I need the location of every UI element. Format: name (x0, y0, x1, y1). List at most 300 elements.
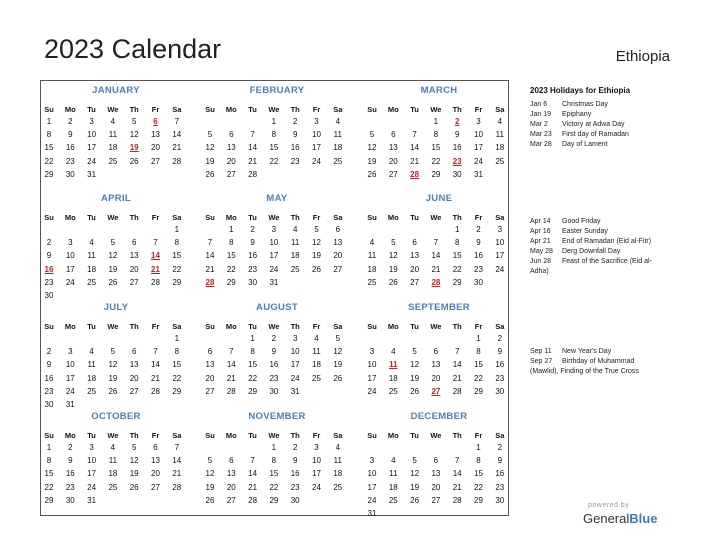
day-cell: 21 (226, 373, 236, 383)
day-cell: 15 (474, 360, 483, 370)
day-cell: 5 (412, 456, 417, 466)
month-name: AUGUST (256, 302, 298, 313)
day-cell: 2 (497, 443, 503, 452)
day-cell: 10 (87, 456, 97, 466)
weekday-header: Fr (474, 213, 483, 222)
day-cell: 20 (388, 156, 398, 166)
day-cell: 3 (476, 117, 481, 126)
day-cell: 31 (65, 400, 75, 409)
day-cell: 30 (495, 495, 505, 505)
day-cell: 7 (153, 347, 158, 357)
day-cell: 13 (226, 469, 236, 479)
day-cell: 9 (250, 238, 255, 248)
day-cell: 24 (65, 277, 75, 287)
weekday-header: We (107, 105, 119, 114)
day-cell: 23 (290, 156, 300, 166)
day-cell: 13 (151, 130, 160, 140)
day-cell: 12 (108, 251, 118, 261)
day-cell: 21 (151, 373, 160, 383)
day-cell: 15 (44, 469, 54, 479)
day-cell: 11 (312, 347, 321, 357)
weekday-header: We (107, 213, 119, 222)
day-cell: 23 (495, 373, 505, 383)
day-cell: 8 (476, 347, 481, 357)
day-cell: 17 (367, 373, 377, 383)
day-cell: 25 (87, 277, 97, 287)
day-cell: 28 (172, 156, 182, 166)
day-cell: 2 (68, 117, 73, 126)
month-name: JUNE (425, 193, 453, 204)
day-cell: 15 (248, 360, 258, 370)
holiday-item (530, 110, 660, 120)
weekday-header: Fr (312, 105, 321, 114)
day-cell: 19 (205, 482, 215, 492)
day-cell: 17 (495, 251, 505, 261)
day-cell: 6 (433, 456, 439, 466)
day-cell: 22 (172, 264, 182, 274)
holiday-date: Apr 21 (530, 238, 551, 245)
day-cell: 3 (369, 456, 375, 466)
day-cell: 7 (174, 117, 180, 126)
weekday-header: Tu (87, 431, 96, 440)
day-cell: 10 (495, 238, 505, 248)
brand-logo-general: General (583, 511, 630, 526)
holiday-date: Apr 16 (530, 228, 551, 235)
day-cell: 26 (129, 482, 139, 492)
day-cell: 31 (290, 386, 300, 396)
holiday-group (530, 347, 660, 377)
day-cell: 8 (476, 456, 481, 466)
holiday-name: Derg Downfall Day (562, 248, 621, 255)
day-cell: 1 (476, 443, 481, 452)
day-cell: 22 (269, 482, 279, 492)
day-cell: 9 (68, 456, 73, 466)
day-cell: 11 (291, 238, 300, 248)
day-cell: 8 (174, 238, 180, 248)
day-cell: 3 (68, 347, 73, 357)
day-cell: 24 (367, 495, 377, 505)
day-cell: 27 (129, 277, 139, 287)
weekday-header: Mo (387, 431, 399, 440)
day-cell: 7 (433, 238, 439, 248)
day-cell: 15 (431, 143, 441, 153)
day-cell: 14 (172, 130, 182, 140)
day-cell: 15 (452, 251, 462, 261)
day-cell: 27 (151, 482, 160, 492)
day-cell: 1 (250, 334, 255, 343)
day-cell: 5 (369, 130, 375, 140)
day-cell: 1 (271, 443, 277, 452)
holiday-day-cell: 2 (454, 117, 460, 126)
day-cell: 29 (226, 277, 236, 287)
day-cell: 14 (248, 143, 258, 153)
weekday-header: Sa (333, 322, 343, 331)
brand-logo-blue: Blue (629, 511, 658, 526)
holiday-name: End of Ramadan (Eid al-Fitr) (562, 238, 652, 245)
weekday-header: Su (205, 322, 215, 331)
holiday-item (530, 100, 660, 110)
day-cell: 6 (131, 347, 137, 357)
holiday-day-cell: 6 (153, 117, 158, 126)
day-cell: 10 (367, 469, 377, 479)
day-cell: 6 (229, 130, 234, 140)
holiday-date: Sep 27 (530, 358, 553, 365)
day-cell: 24 (87, 482, 97, 492)
day-cell: 9 (497, 347, 503, 357)
weekday-header: We (268, 431, 280, 440)
weekday-header: Mo (64, 213, 76, 222)
day-cell: 5 (314, 225, 319, 234)
holiday-item (530, 347, 660, 357)
day-cell: 13 (388, 143, 398, 153)
month-name: APRIL (101, 193, 131, 204)
day-cell: 7 (250, 130, 255, 140)
day-cell: 7 (412, 130, 417, 140)
holiday-item (530, 217, 660, 227)
weekday-header: Fr (474, 322, 483, 331)
day-cell: 15 (226, 251, 236, 261)
weekday-header: Su (367, 322, 377, 331)
day-cell: 24 (367, 386, 377, 396)
day-cell: 12 (333, 347, 343, 357)
weekday-header: Tu (410, 322, 419, 331)
day-cell: 19 (333, 360, 343, 370)
day-cell: 18 (333, 143, 343, 153)
day-cell: 4 (292, 225, 298, 234)
weekday-header: Sa (333, 213, 343, 222)
day-cell: 26 (108, 386, 118, 396)
day-cell: 5 (110, 347, 116, 357)
day-cell: 10 (290, 347, 300, 357)
day-cell: 10 (312, 456, 321, 466)
weekday-header: Sa (172, 105, 182, 114)
day-cell: 19 (388, 264, 398, 274)
day-cell: 17 (290, 360, 300, 370)
day-cell: 20 (431, 482, 441, 492)
weekday-header: Fr (312, 431, 321, 440)
day-cell: 6 (207, 347, 213, 357)
day-cell: 24 (269, 264, 279, 274)
day-cell: 16 (495, 469, 505, 479)
day-cell: 22 (474, 373, 483, 383)
day-cell: 13 (410, 251, 420, 261)
month-name: FEBRUARY (249, 85, 305, 96)
day-cell: 17 (65, 373, 75, 383)
weekday-header: We (430, 322, 442, 331)
day-cell: 26 (333, 373, 343, 383)
day-cell: 18 (108, 469, 118, 479)
day-cell: 3 (89, 443, 94, 452)
holiday-item (530, 140, 660, 150)
day-cell: 18 (367, 264, 377, 274)
day-cell: 15 (44, 143, 54, 153)
day-cell: 5 (412, 347, 417, 357)
day-cell: 2 (292, 443, 298, 452)
day-cell: 25 (290, 264, 300, 274)
day-cell: 18 (290, 251, 300, 261)
weekday-header: Sa (333, 105, 343, 114)
day-cell: 25 (495, 156, 505, 166)
day-cell: 25 (367, 277, 377, 287)
day-cell: 1 (174, 225, 180, 234)
day-cell: 30 (248, 277, 258, 287)
weekday-header: Tu (87, 105, 96, 114)
holiday-name: Feast of the Sacrifice (Eid al-Adha) (530, 258, 652, 275)
day-cell: 6 (153, 443, 158, 452)
day-cell: 9 (271, 347, 277, 357)
day-cell: 22 (269, 156, 279, 166)
day-cell: 8 (250, 347, 255, 357)
day-cell: 20 (431, 373, 441, 383)
day-cell: 26 (410, 495, 420, 505)
day-cell: 26 (410, 386, 420, 396)
day-cell: 9 (292, 130, 298, 140)
day-cell: 17 (65, 264, 75, 274)
day-cell: 23 (44, 277, 54, 287)
day-cell: 20 (410, 264, 420, 274)
holiday-date: Jan 6 (530, 101, 548, 108)
weekday-header: Mo (225, 213, 237, 222)
holiday-item (530, 247, 660, 257)
day-cell: 8 (46, 456, 52, 466)
day-cell: 4 (369, 238, 375, 248)
day-cell: 3 (314, 117, 319, 126)
day-cell: 28 (151, 277, 160, 287)
day-cell: 19 (205, 156, 215, 166)
weekday-header: Tu (410, 431, 419, 440)
day-cell: 18 (87, 264, 97, 274)
holiday-date: Sep 11 (530, 348, 552, 355)
day-cell: 26 (205, 495, 215, 505)
weekday-header: Tu (87, 213, 96, 222)
day-cell: 15 (172, 360, 182, 370)
day-cell: 27 (151, 156, 160, 166)
day-cell: 31 (87, 169, 97, 179)
holiday-day-cell: 16 (44, 264, 54, 274)
day-cell: 7 (250, 456, 255, 466)
day-cell: 7 (207, 238, 213, 248)
holiday-day-cell: 19 (129, 143, 139, 153)
holiday-date: Apr 14 (530, 218, 551, 225)
holiday-name: First day of Ramadan (562, 131, 629, 138)
holiday-name: Victory at Adwa Day (562, 121, 625, 128)
month-name: MARCH (420, 85, 458, 96)
day-cell: 3 (497, 225, 503, 234)
day-cell: 15 (474, 469, 483, 479)
day-cell: 17 (87, 469, 97, 479)
day-cell: 12 (410, 469, 420, 479)
weekday-header: Fr (474, 105, 483, 114)
weekday-header: Mo (387, 322, 399, 331)
day-cell: 2 (271, 334, 277, 343)
weekday-header: Fr (474, 431, 483, 440)
weekday-header: Fr (312, 322, 321, 331)
holiday-date: Jan 19 (530, 111, 552, 118)
day-cell: 22 (172, 373, 182, 383)
month-name: OCTOBER (91, 411, 141, 422)
day-cell: 24 (474, 156, 483, 166)
holiday-name: Day of Lament (562, 141, 608, 148)
weekday-header: Sa (172, 322, 182, 331)
holiday-item (530, 130, 660, 140)
day-cell: 28 (452, 495, 462, 505)
day-cell: 9 (454, 130, 460, 140)
day-cell: 19 (108, 264, 118, 274)
day-cell: 24 (312, 482, 321, 492)
holiday-day-cell: 14 (151, 251, 160, 261)
weekday-header: Th (452, 322, 462, 331)
day-cell: 20 (333, 251, 343, 261)
weekday-header: Th (290, 213, 300, 222)
holidays-title: 2023 Holidays for Ethiopia (530, 86, 631, 95)
day-cell: 7 (153, 238, 158, 248)
day-cell: 15 (269, 143, 279, 153)
day-cell: 10 (367, 360, 377, 370)
day-cell: 23 (269, 373, 279, 383)
day-cell: 6 (335, 225, 341, 234)
day-cell: 29 (248, 386, 258, 396)
day-cell: 17 (87, 143, 97, 153)
day-cell: 20 (226, 482, 236, 492)
day-cell: 27 (388, 169, 398, 179)
weekday-header: We (430, 431, 442, 440)
brand-logo (583, 511, 657, 526)
day-cell: 2 (476, 225, 481, 234)
weekday-header: Su (44, 431, 54, 440)
weekday-header: Mo (225, 431, 237, 440)
day-cell: 31 (269, 277, 279, 287)
weekday-header: Su (367, 105, 377, 114)
day-cell: 21 (452, 482, 462, 492)
weekday-header: Tu (248, 322, 257, 331)
day-cell: 27 (410, 277, 420, 287)
day-cell: 11 (333, 130, 342, 140)
day-cell: 18 (388, 482, 398, 492)
day-cell: 26 (108, 277, 118, 287)
day-cell: 9 (292, 456, 298, 466)
page-title: 2023 Calendar (44, 34, 222, 64)
day-cell: 18 (87, 373, 97, 383)
day-cell: 7 (454, 347, 460, 357)
day-cell: 21 (172, 143, 182, 153)
day-cell: 12 (108, 360, 118, 370)
day-cell: 22 (452, 264, 462, 274)
day-cell: 9 (68, 130, 73, 140)
day-cell: 23 (495, 482, 505, 492)
weekday-header: Fr (151, 322, 160, 331)
day-cell: 16 (474, 251, 483, 261)
day-cell: 26 (205, 169, 215, 179)
weekday-header: Th (452, 105, 462, 114)
holiday-item (530, 257, 660, 277)
day-cell: 30 (452, 169, 462, 179)
weekday-header: Tu (87, 322, 96, 331)
holiday-date: Mar 23 (530, 131, 552, 138)
weekday-header: Sa (495, 322, 505, 331)
day-cell: 16 (65, 143, 75, 153)
weekday-header: Sa (495, 431, 505, 440)
day-cell: 12 (410, 360, 420, 370)
weekday-header: We (430, 213, 442, 222)
day-cell: 29 (431, 169, 441, 179)
day-cell: 7 (229, 347, 234, 357)
day-cell: 16 (269, 360, 279, 370)
day-cell: 10 (312, 130, 321, 140)
day-cell: 18 (495, 143, 505, 153)
day-cell: 10 (474, 130, 483, 140)
day-cell: 20 (129, 264, 139, 274)
day-cell: 5 (207, 456, 213, 466)
day-cell: 14 (431, 251, 441, 261)
day-cell: 3 (68, 238, 73, 248)
weekday-header: Mo (225, 322, 237, 331)
holiday-name: Good Friday (562, 218, 601, 225)
day-cell: 31 (367, 509, 377, 518)
weekday-header: Mo (225, 105, 237, 114)
day-cell: 1 (174, 334, 180, 343)
day-cell: 11 (389, 469, 398, 479)
day-cell: 8 (271, 456, 277, 466)
weekday-header: Su (205, 213, 215, 222)
day-cell: 17 (269, 251, 279, 261)
day-cell: 22 (474, 482, 483, 492)
day-cell: 25 (87, 386, 97, 396)
weekday-header: Mo (64, 105, 76, 114)
day-cell: 16 (452, 143, 462, 153)
day-cell: 18 (108, 143, 118, 153)
day-cell: 30 (495, 386, 505, 396)
day-cell: 20 (226, 156, 236, 166)
day-cell: 1 (229, 225, 234, 234)
day-cell: 4 (497, 117, 503, 126)
day-cell: 1 (433, 117, 439, 126)
day-cell: 30 (290, 495, 300, 505)
day-cell: 2 (250, 225, 255, 234)
holiday-name: Epiphany (562, 111, 592, 118)
day-cell: 17 (312, 143, 321, 153)
weekday-header: Sa (333, 431, 343, 440)
day-cell: 9 (476, 238, 481, 248)
day-cell: 1 (454, 225, 460, 234)
powered-by-label: powered by (588, 502, 630, 509)
day-cell: 21 (172, 469, 182, 479)
weekday-header: We (107, 431, 119, 440)
day-cell: 23 (474, 264, 483, 274)
day-cell: 25 (312, 373, 321, 383)
month-name: DECEMBER (410, 411, 468, 422)
month-name: NOVEMBER (248, 411, 306, 422)
weekday-header: Mo (64, 431, 76, 440)
day-cell: 14 (248, 469, 258, 479)
day-cell: 11 (108, 456, 118, 466)
weekday-header: We (268, 213, 280, 222)
day-cell: 13 (431, 469, 441, 479)
day-cell: 30 (44, 291, 54, 300)
day-cell: 14 (205, 251, 215, 261)
day-cell: 20 (151, 469, 160, 479)
holiday-item (530, 120, 660, 130)
day-cell: 11 (333, 456, 342, 466)
weekday-header: Fr (151, 431, 160, 440)
day-cell: 23 (44, 386, 54, 396)
day-cell: 2 (46, 347, 52, 357)
day-cell: 10 (269, 238, 279, 248)
day-cell: 27 (129, 386, 139, 396)
day-cell: 22 (431, 156, 441, 166)
weekday-header: Fr (312, 213, 321, 222)
day-cell: 20 (205, 373, 215, 383)
weekday-header: Mo (387, 213, 399, 222)
